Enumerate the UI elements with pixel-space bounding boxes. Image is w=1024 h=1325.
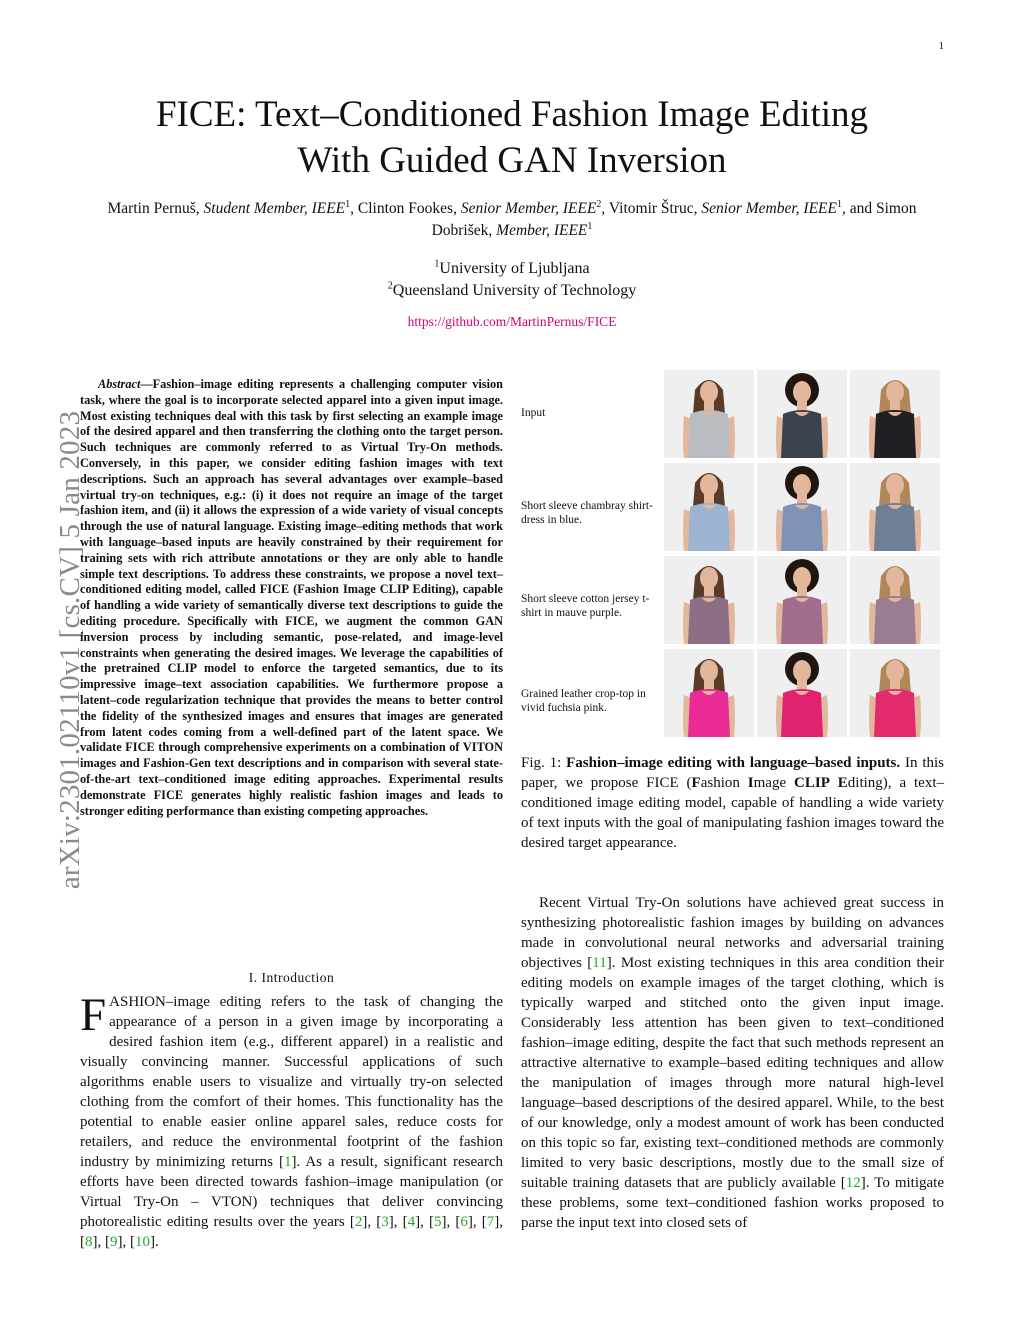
caption-bold-letter: CLIP <box>794 775 830 791</box>
github-link[interactable]: https://github.com/MartinPernus/FICE <box>407 314 617 329</box>
caption-bold-letter: I <box>747 775 754 791</box>
fashion-photo <box>664 649 754 737</box>
fashion-photo <box>664 463 754 551</box>
affiliation-2-sup: 2 <box>387 280 393 292</box>
page-number: 1 <box>938 40 944 52</box>
citation-link[interactable]: 3 <box>381 1214 389 1230</box>
paper-title <box>0 92 1024 184</box>
affiliations <box>0 258 1024 302</box>
citation-end: ]. <box>150 1234 159 1250</box>
citation-link[interactable]: 4 <box>407 1214 416 1230</box>
fashion-photo <box>757 556 847 644</box>
fashion-photo <box>664 370 754 458</box>
fashion-photo <box>664 556 754 644</box>
citation-separator: ], [ <box>362 1214 382 1230</box>
author-4: , and Simon Dobrišek, <box>431 200 917 239</box>
drop-cap: F <box>80 989 107 1041</box>
affiliation-2-name: Queensland University of Technology <box>392 282 637 299</box>
figure-1 <box>521 370 944 742</box>
citation-separator: ], [ <box>92 1234 110 1250</box>
author-list <box>100 198 924 242</box>
citation-separator: ], [ <box>80 1214 503 1250</box>
introduction-text <box>80 989 503 1252</box>
caption-text-2: ), a text–conditioned image editing model, capable of handling a wide variety of text inputs with the goal of manipulating fashion images toward the desired target appearance. <box>521 775 944 851</box>
caption-word <box>830 775 838 791</box>
arxiv-stamp-text: arXiv:2301.02110v1 [cs.CV] 5 Jan 2023 <box>54 410 86 890</box>
right-text-part-2: ]. Most existing techniques in this area condition their editing models on example images of the target clothing, which is typically warped and stitched onto the given input image. Considerably less attention has been given to text–conditioned fashion–image editing, despite the fact that such methods represent an attractive alternative to example–based editing techniques and allow the manipulation of images through more natural high-level language–based descriptions of the desired apparel. While, to the best of our knowledge, only a modest amount of work has been conducted on this topic so far, existing text–conditioned methods are commonly limited to very basic descriptions, mostly due to the small size of suitable training datasets that are publicly available [ <box>521 955 945 1191</box>
right-text-part-3: ]. To mitigate these problems, some text–conditioned fashion works proposed to parse the input text into closed sets of <box>521 1175 944 1231</box>
citation-link[interactable]: 2 <box>354 1214 363 1230</box>
section-heading-introduction: I. Introduction <box>248 970 335 985</box>
fashion-photo <box>850 649 940 737</box>
right-column-text <box>521 893 944 1233</box>
author-3: , Vitomir Štruc, <box>601 200 702 217</box>
row-label-chambray: Short sleeve chambray shirt-dress in blue. <box>521 500 653 526</box>
caption-prefix: Fig. 1: <box>521 755 567 771</box>
title-line-1: FICE: Text–Conditioned Fashion Image Editing <box>155 94 868 135</box>
abstract <box>80 377 503 819</box>
author-2: , Clinton Fookes, <box>350 200 461 217</box>
row-label-mauve: Short sleeve cotton jersey t-shirt in mauve purple. <box>521 593 650 619</box>
citation-link[interactable]: 9 <box>110 1234 118 1250</box>
abstract-label: Abstract <box>98 377 141 391</box>
caption-word: mage <box>753 775 795 791</box>
figure-caption <box>521 753 944 853</box>
citation-link[interactable]: 12 <box>845 1175 861 1191</box>
fashion-photo <box>757 649 847 737</box>
author-4-role: Member, IEEE <box>496 222 588 239</box>
citation-link[interactable]: 1 <box>283 1154 292 1170</box>
author-2-affil: 2 <box>596 198 602 210</box>
caption-word: ashion <box>700 775 748 791</box>
abstract-text: —Fashion–image editing represents a challenging computer vision task, where the goal is to incorporate selected apparel into a given input image. Most existing techniques deal with this task by first selecting an example image of the desired apparel and then transferring the clothing onto the target person. Such techniques are commonly referred to as Virtual Try-On methods. Conversely, in this paper, we consider editing fashion images with text descriptions. Such an approach has several advantages over example–based virtual try-on techniques, e.g.: (i) it does not require an image of the target fashion item, and (ii) it allows the expression of a wide variety of visual concepts through the use of natural language. Existing image–editing methods that work with language–based inputs are heavily constrained by their requirement for training sets with rich attribute annotations or they are only able to handle simple text descriptions. To address these constraints, we propose a novel text–conditioned editing model, called FICE (Fashion Image CLIP Editing), capable of handling a wide variety of semantically diverse text descriptions to guide the editing procedure. Specifically with FICE, we augment the common GAN inversion process by including semantic, pose-related, and image-level constraints when generating the desired images. We leverage the capabilities of the pretrained CLIP model to enforce the targeted semantics, due to its impressive image–text association capabilities. We furthermore propose a latent–code regularization technique that provides the means to better control the fidelity of the synthesized images and ensures that images are generated from latent codes coming from a well-defined part of the latent space. We validate FICE through comprehensive experiments on a combination of VITON images and Fashion-Gen text descriptions and in comparison with several state-of-the-art text–conditioned image editing approaches. Experimental results demonstrate FICE generates highly realistic fashion images and leads to stronger editing performance than existing competing approaches. <box>80 377 503 818</box>
right-text-part-1: Recent Virtual Try-On solutions have achieved great success in synthesizing photorealistic fashion images by building on advances made in convolutional neural networks and adversarial training objectives [ <box>521 895 944 971</box>
affiliation-1 <box>0 258 1024 280</box>
author-4-affil: 1 <box>587 220 593 232</box>
fashion-photo <box>757 463 847 551</box>
citation-separator: ], [ <box>415 1214 434 1230</box>
fashion-photo <box>850 556 940 644</box>
arxiv-stamp <box>18 372 86 928</box>
citation-separator: ], [ <box>388 1214 408 1230</box>
fashion-photo <box>850 463 940 551</box>
affiliation-1-name: University of Ljubljana <box>439 260 590 277</box>
caption-word: diting <box>847 775 883 791</box>
citation-link[interactable]: 6 <box>460 1214 468 1230</box>
title-line-2: With Guided GAN Inversion <box>297 140 727 181</box>
citation-link[interactable]: 7 <box>486 1214 495 1230</box>
citation-link[interactable]: 11 <box>592 955 607 971</box>
author-2-role: Senior Member, IEEE <box>460 200 597 217</box>
affiliation-1-sup: 1 <box>434 258 440 270</box>
author-1-role: Student Member, IEEE <box>203 200 346 217</box>
affiliation-2 <box>0 280 1024 302</box>
fashion-photo <box>757 370 847 458</box>
citation-link[interactable]: 8 <box>85 1234 93 1250</box>
row-label-fuchsia: Grained leather crop-top in vivid fuchsia pink. <box>521 688 646 714</box>
citation-link[interactable]: 10 <box>135 1234 150 1250</box>
citation-link[interactable]: 5 <box>433 1214 442 1230</box>
caption-text-1: In this paper, we propose FICE ( <box>521 755 944 791</box>
author-1: Martin Pernuš, <box>107 200 204 217</box>
citation-separator: ], [ <box>441 1214 461 1230</box>
caption-bold-letter: F <box>691 775 701 791</box>
row-label-input: Input <box>521 407 546 419</box>
author-3-role: Senior Member, IEEE <box>701 200 837 217</box>
intro-part-1: ASHION–image editing refers to the task of changing the appearance of a person in a given image by incorporating a desired fashion item (e.g., different apparel) in a realistic and visually convincing manner. Successful applications of such algorithms enable users to visualize and virtually try-on selected clothing from the comfort of their homes. This functionality has the potential to enable easier online apparel sales, reduce costs for retailers, and reduce the environmental footprint of the fashion industry by minimizing returns [ <box>80 994 503 1170</box>
fashion-photo <box>850 370 940 458</box>
caption-bold-letter: E <box>837 775 848 791</box>
intro-part-2: ]. As a result, significant research efforts have been directed towards fashion–image manipulation (or Virtual Try-On – VTON) techniques that deliver convincing photorealistic editing results over the years [ <box>80 1154 503 1230</box>
author-3-affil: 1 <box>836 198 842 210</box>
author-1-affil: 1 <box>345 198 351 210</box>
citation-separator: ], [ <box>117 1234 135 1250</box>
citation-separator: ], [ <box>467 1214 487 1230</box>
caption-bold: Fashion–image editing with language–based inputs. <box>566 755 901 771</box>
